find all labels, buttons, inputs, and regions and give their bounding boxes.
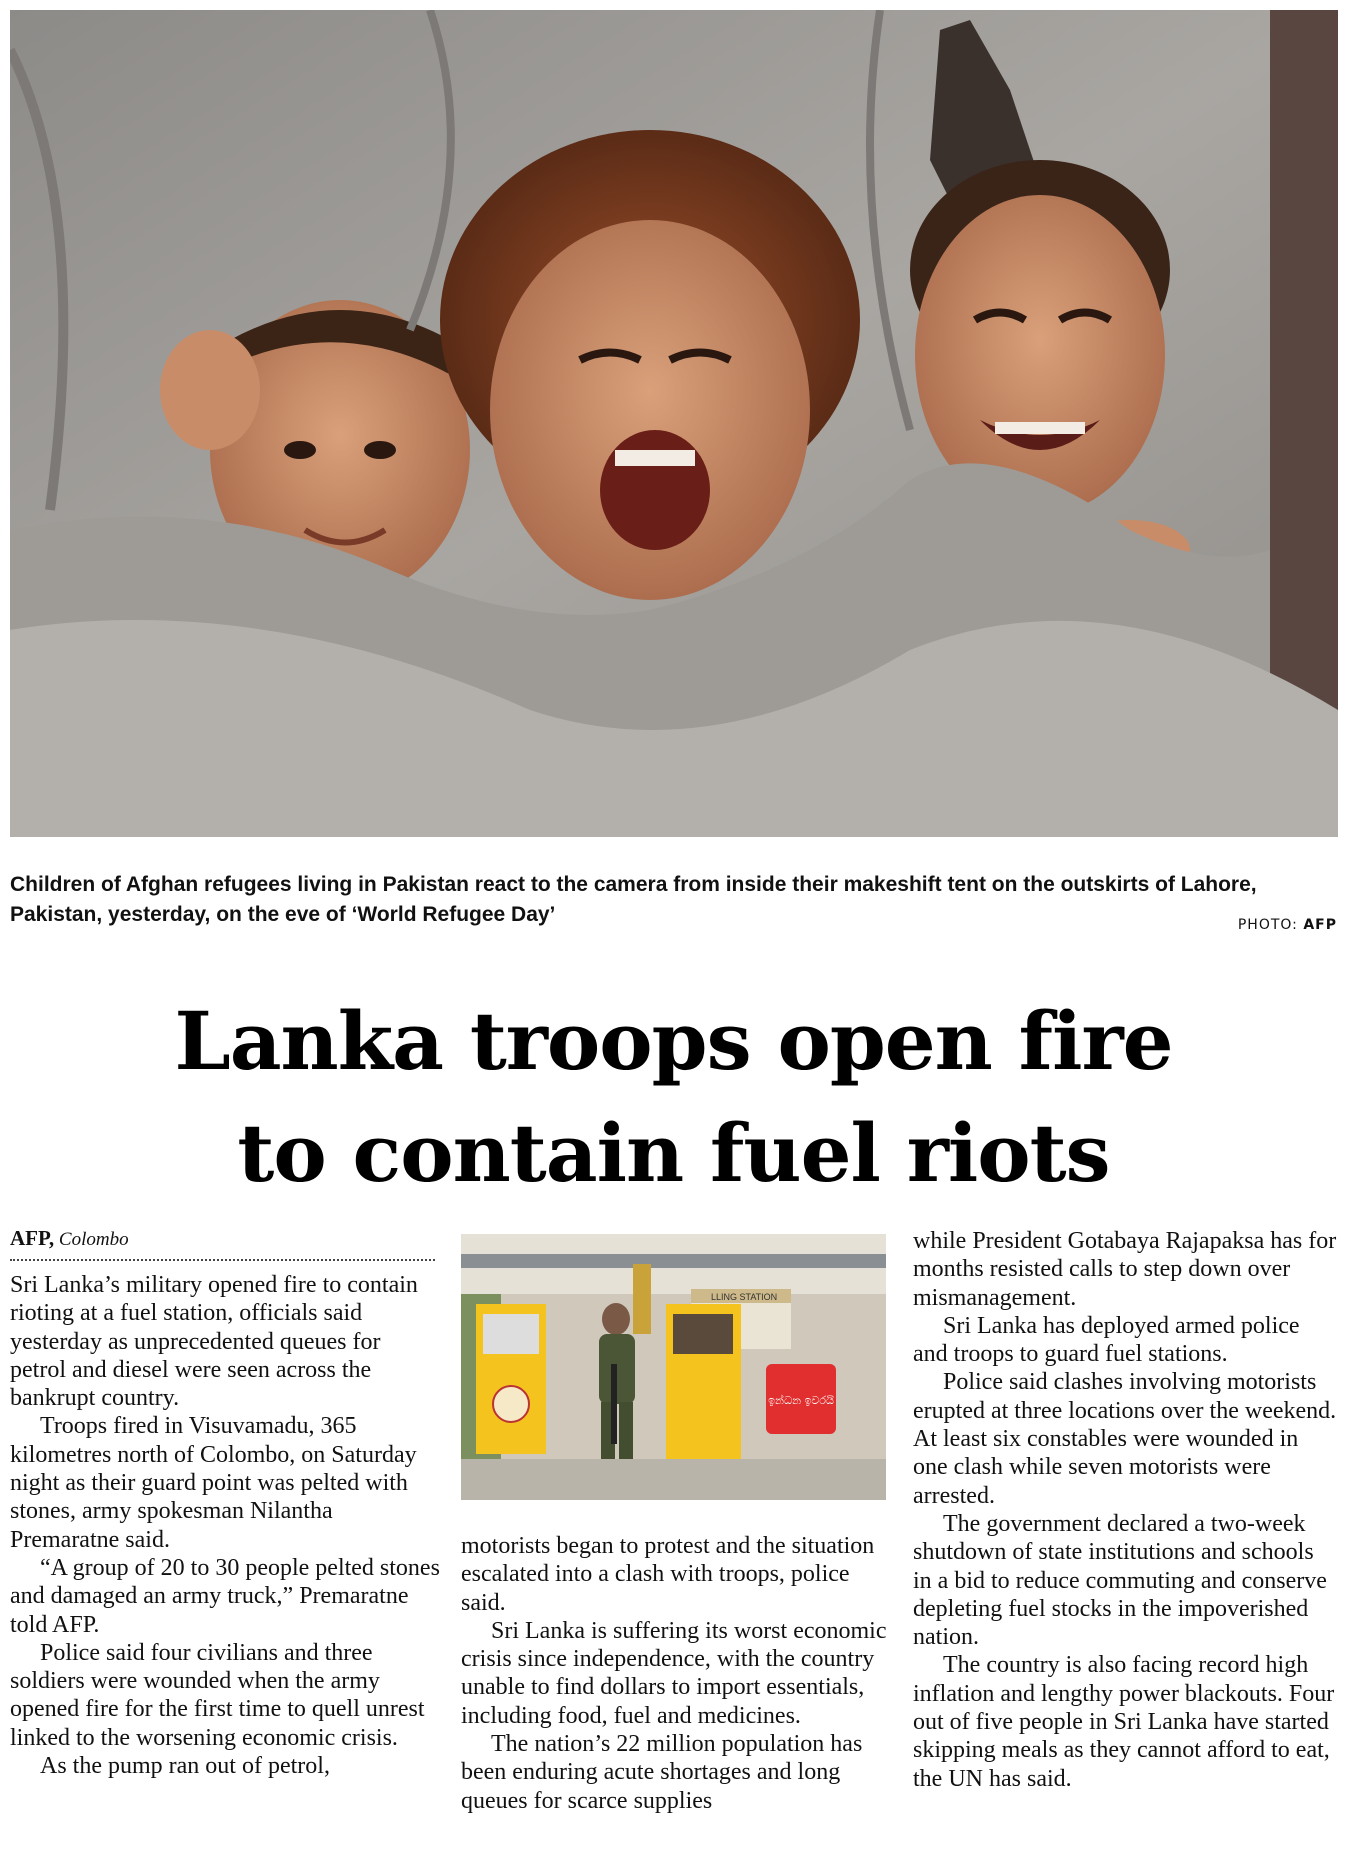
byline bbox=[10, 1226, 435, 1261]
article-column-2 bbox=[461, 1532, 891, 1815]
headline-line-1: Lanka troops open fire bbox=[174, 994, 1173, 1088]
credit-label: PHOTO: bbox=[1237, 917, 1298, 933]
headline-line-2: to contain fuel riots bbox=[237, 1106, 1110, 1200]
paragraph: The nation’s 22 million population has been enduring acute shortages and long queues for scarce supplies bbox=[461, 1731, 863, 1814]
paragraph: “A group of 20 to 30 people pelted stones and damaged an army truck,” Premaratne told AFP. bbox=[10, 1554, 440, 1638]
paragraph: As the pump ran out of petrol, bbox=[40, 1753, 330, 1780]
paragraph: Police said four civilians and three soldiers were wounded when the army opened fire for the first time to quell unrest linked to the worsening economic crisis. bbox=[10, 1639, 425, 1751]
photo-caption: Children of Afghan refugees living in Pakistan react to the camera from inside their makeshift tent on the outskirts of Lahore, Pakistan, yesterday, on the eve of ‘World Refugee Day’ bbox=[10, 873, 1257, 926]
board-text: ඉන්ධන ඉවරයි bbox=[768, 1394, 834, 1407]
paragraph: The country is also facing record high inflation and lengthy power blackouts. Four out of five people in Sri Lanka have started skipping meals as they cannot afford to eat, the UN has said. bbox=[913, 1652, 1335, 1792]
byline-agency: AFP, bbox=[10, 1226, 55, 1250]
byline-location: Colombo bbox=[58, 1229, 129, 1250]
photo-credit bbox=[1238, 917, 1337, 933]
paragraph: motorists began to protest and the situation escalated into a clash with troops, police said. bbox=[461, 1533, 875, 1616]
station-sign: LLING STATION bbox=[711, 1292, 778, 1302]
credit-source: AFP bbox=[1303, 917, 1337, 933]
article-headline bbox=[0, 985, 1347, 1209]
paragraph: Troops fired in Visuvamadu, 365 kilometres north of Colombo, on Saturday night as their guard point was pelted with stones, army spokesman Nilantha Premaratne said. bbox=[10, 1413, 417, 1553]
paragraph: Sri Lanka has deployed armed police and troops to guard fuel stations. bbox=[913, 1312, 1300, 1368]
paragraph: while President Gotabaya Rajapaksa has for months resisted calls to step down over mismanagement. bbox=[913, 1228, 1337, 1311]
paragraph: Sri Lanka’s military opened fire to contain rioting at a fuel station, officials said yesterday as unprecedented queues for petrol and diesel were seen across the bankrupt country. bbox=[10, 1272, 418, 1412]
refugee-children-photo bbox=[10, 10, 1338, 837]
article-column-1 bbox=[10, 1271, 440, 1780]
article-column-3 bbox=[913, 1227, 1338, 1793]
paragraph: The government declared a two-week shutdown of state institutions and schools in a bid to reduce commuting and conserve depleting fuel stocks in the impoverished nation. bbox=[913, 1510, 1327, 1651]
paragraph: Sri Lanka is suffering its worst economic crisis since independence, with the country unable to find dollars to import essentials, including food, fuel and medicines. bbox=[461, 1617, 887, 1729]
paragraph: Police said clashes involving motorists erupted at three locations over the weekend. At least six constables were wounded in one clash while seven motorists were arrested. bbox=[913, 1369, 1337, 1509]
fuel-station-photo bbox=[461, 1234, 886, 1500]
